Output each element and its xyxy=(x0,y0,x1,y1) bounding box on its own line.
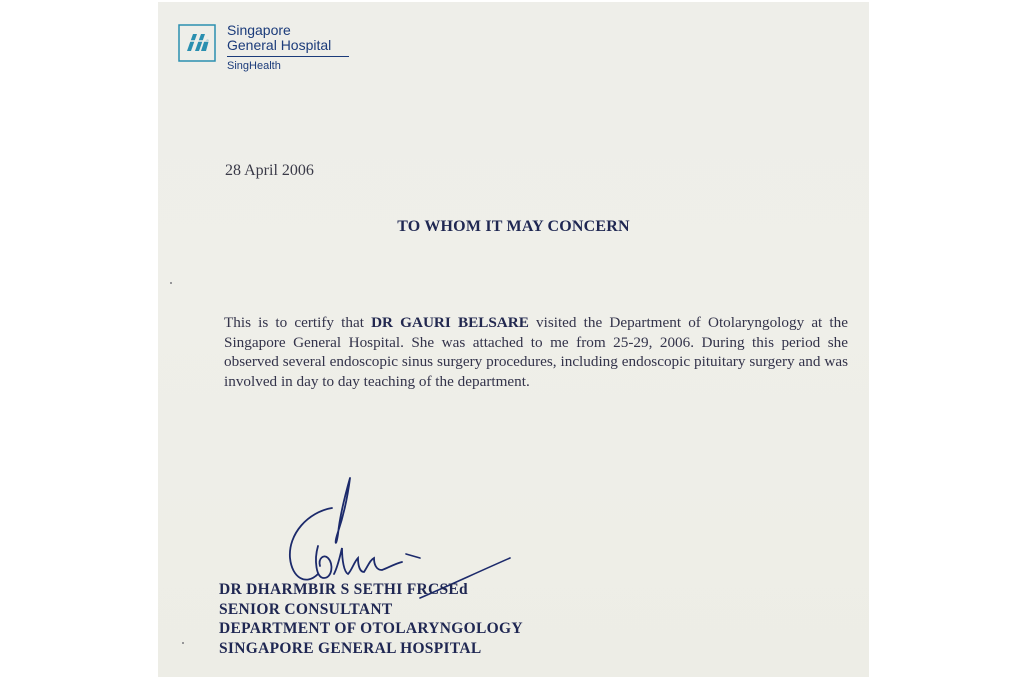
signatory-department: DEPARTMENT OF OTOLARYNGOLOGY xyxy=(219,620,523,637)
letter-heading: TO WHOM IT MAY CONCERN xyxy=(397,218,630,235)
logo-org-line1: Singapore xyxy=(227,22,291,38)
signatory-name: DR DHARMBIR S SETHI FRCSEd xyxy=(219,581,468,598)
letter-body xyxy=(224,313,848,391)
paper-speck xyxy=(182,642,184,644)
signatory-block xyxy=(219,580,523,658)
paper-speck xyxy=(170,282,172,284)
sgh-logo-icon xyxy=(178,24,216,62)
logo-divider xyxy=(227,56,349,57)
logo-network-name: SingHealth xyxy=(227,60,281,72)
hospital-logo xyxy=(178,22,338,82)
body-text: visited the Department of Otolaryngology at the Singapore General Hospital. She was attached to me from 25-29, 2006. During this period she observed several endoscopic sinus surgery procedures, including endoscopic pituitary surgery and was involved in day to day teaching of the department. xyxy=(224,314,848,390)
logo-org-line2: General Hospital xyxy=(227,37,332,53)
signatory-title: SENIOR CONSULTANT xyxy=(219,600,393,618)
letter-date: 28 April 2006 xyxy=(225,162,314,179)
letter-page xyxy=(158,2,869,677)
certified-person-name: DR GAURI BELSARE xyxy=(371,314,529,331)
signatory-institution: SINGAPORE GENERAL HOSPITAL xyxy=(219,639,482,657)
body-intro: This is to certify that xyxy=(224,314,372,331)
